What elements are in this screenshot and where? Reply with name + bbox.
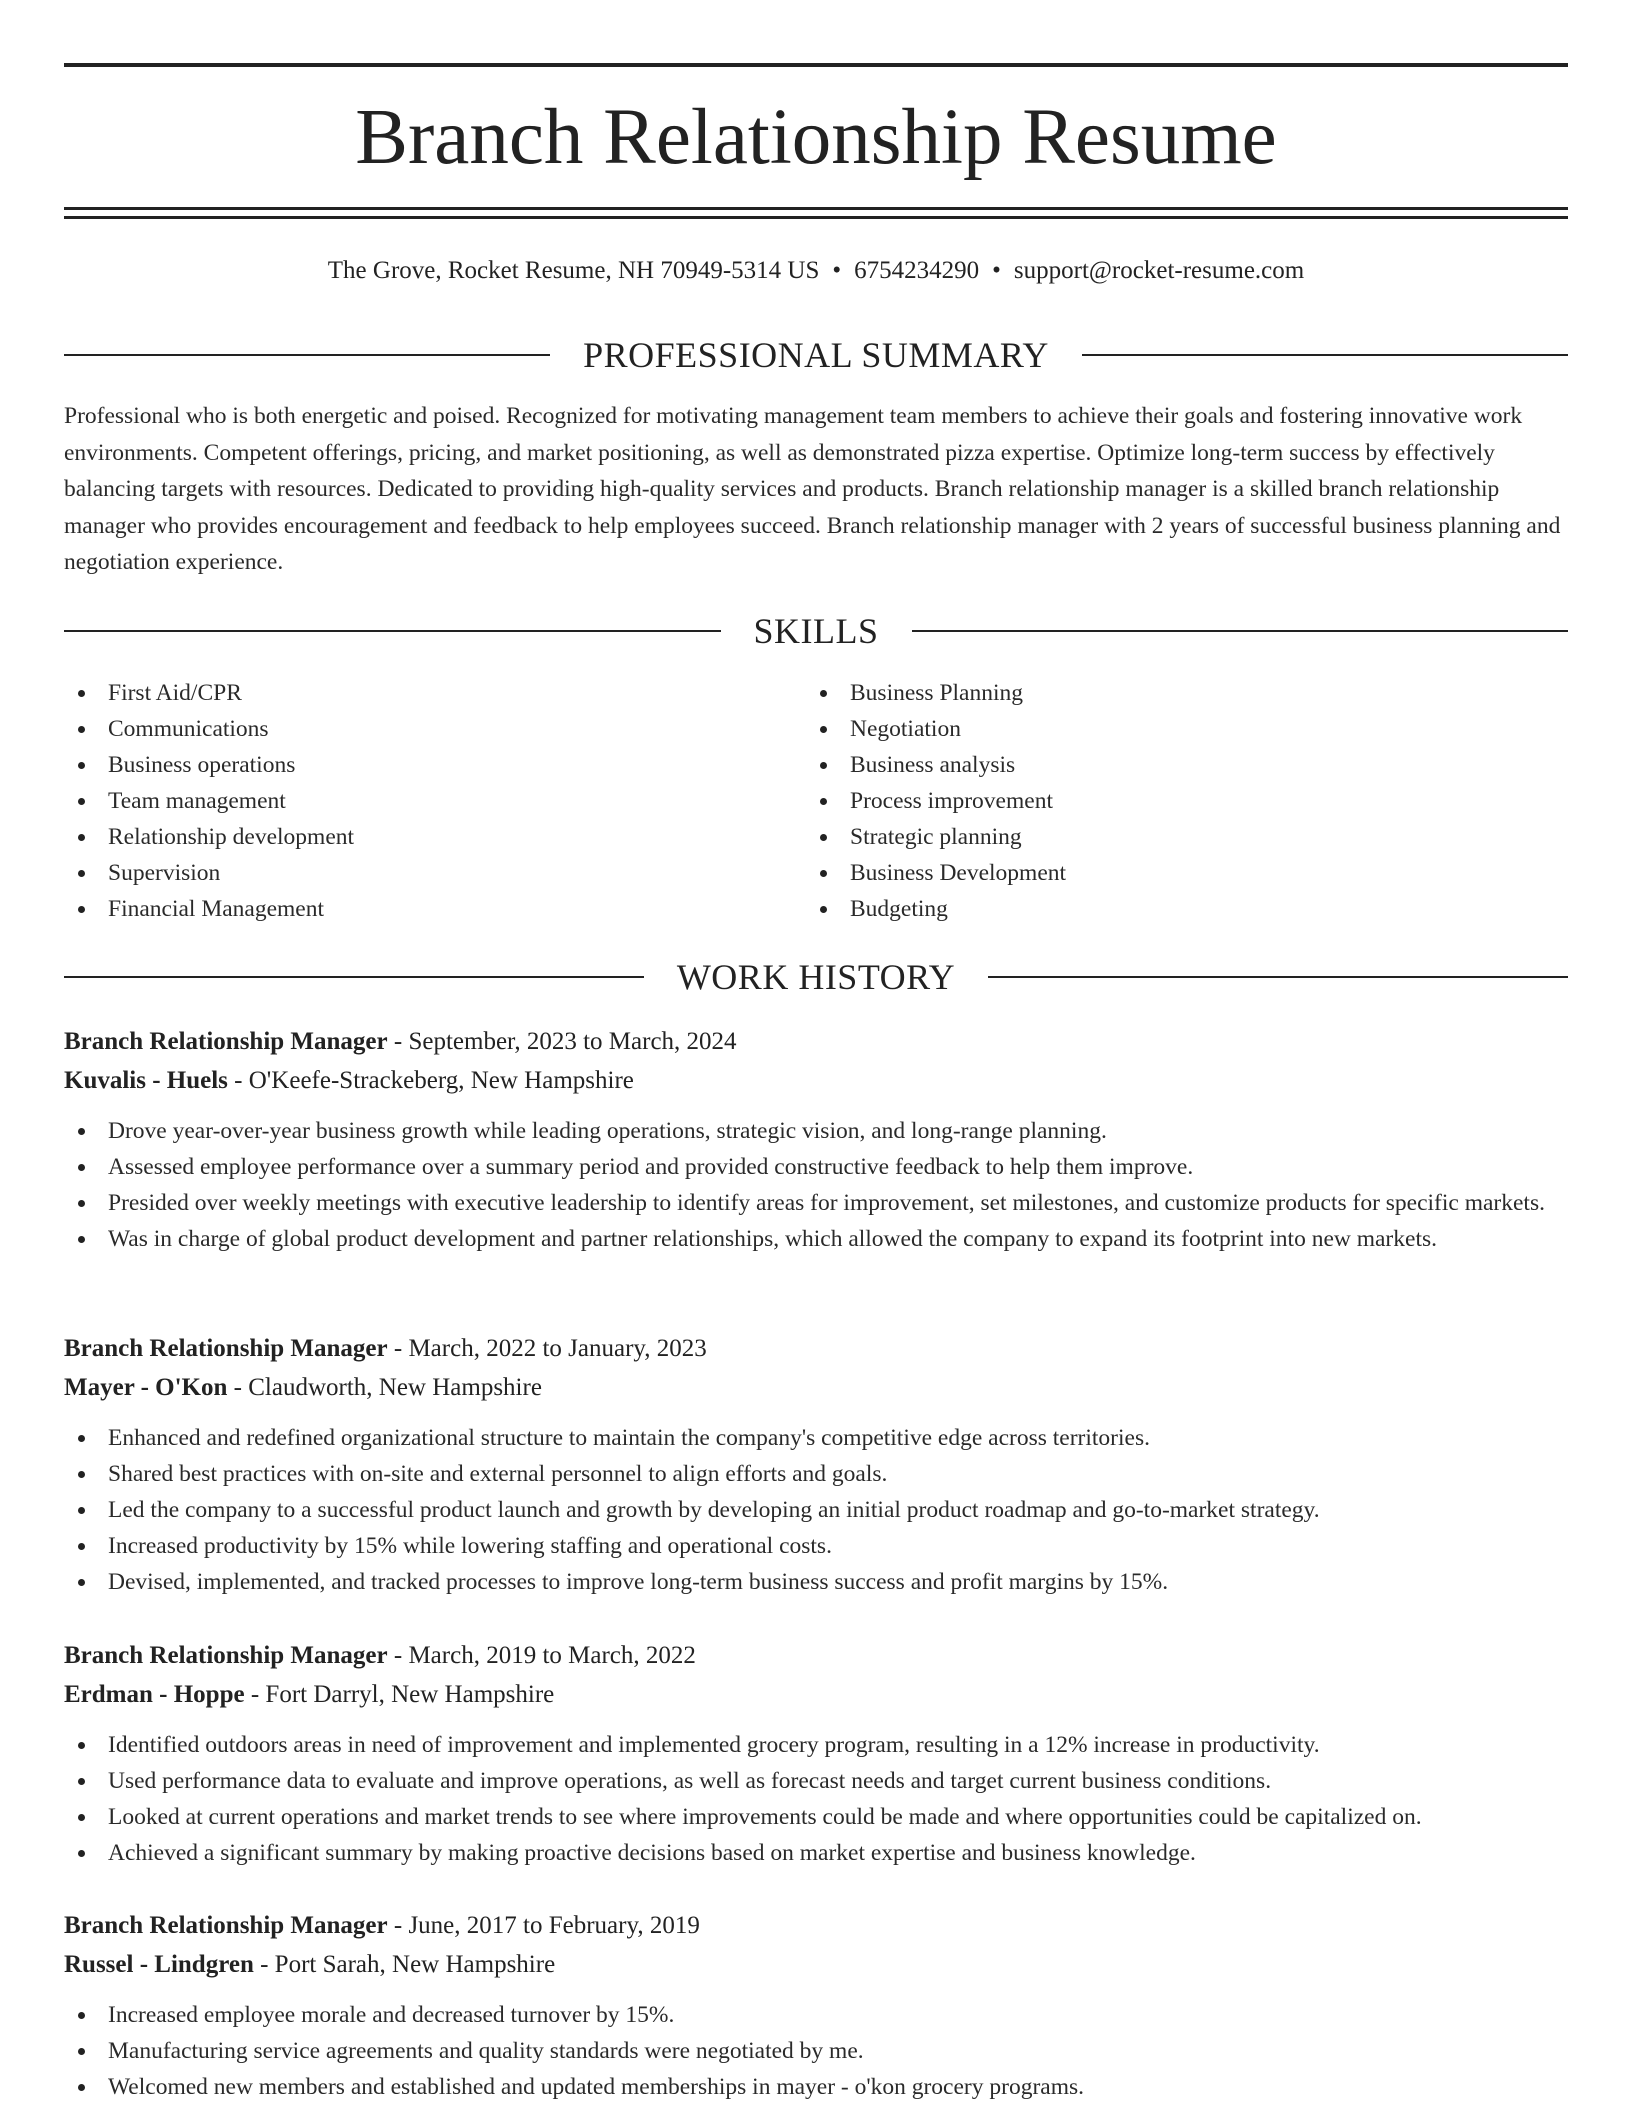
job-bullets	[64, 1727, 1568, 1871]
job-title: Branch Relationship Manager	[64, 1642, 388, 1669]
skills-heading	[64, 606, 1568, 656]
job-company-line	[64, 1945, 1568, 1984]
contact-address: The Grove, Rocket Resume, NH 70949-5314 US	[327, 257, 820, 284]
job-company: Russel - Lindgren	[64, 1951, 254, 1978]
skill-item: Business Development	[806, 855, 1548, 891]
summary-paragraph: Professional who is both energetic and poised. Recognized for motivating management team members to achieve their goals and fostering innovative work environments. Competent offerings, pricing, and market positioning, as well as demonstrated pizza expertise. Optimize long-term success by effectively balancing targets with resources. Dedicated to providing high-quality services and products. Branch relationship manager is a skilled branch relationship manager who provides encouragement and feedback to help employees succeed. Branch relationship manager with 2 years of successful business planning and negotiation experience.	[64, 403, 1561, 575]
job-company: Kuvalis - Huels	[64, 1067, 228, 1094]
job-title-line	[64, 1636, 1568, 1675]
job-location: - Claudworth, New Hampshire	[227, 1374, 542, 1401]
job-dates: - June, 2017 to February, 2019	[387, 1912, 700, 1939]
job-company-line	[64, 1675, 1568, 1714]
job-company-line	[64, 1061, 1568, 1100]
skill-item: Financial Management	[64, 891, 806, 927]
title-rule-upper	[64, 207, 1568, 210]
skill-item: Process improvement	[806, 783, 1548, 819]
skills-list	[64, 675, 1568, 927]
job-title: Branch Relationship Manager	[64, 1912, 388, 1939]
heading-rule-right	[1082, 354, 1568, 356]
work-history-heading	[64, 952, 1568, 1002]
contact-separator: •	[992, 257, 1001, 284]
work-history-heading-label: WORK HISTORY	[676, 957, 956, 997]
skill-item: Budgeting	[806, 891, 1548, 927]
job-title: Branch Relationship Manager	[64, 1028, 388, 1055]
job-bullet: Manufacturing service agreements and quality standards were negotiated by me.	[64, 2033, 1568, 2069]
job-bullet: Shared best practices with on-site and external personnel to align efforts and goals.	[64, 1456, 1568, 1492]
job-location: - Port Sarah, New Hampshire	[253, 1951, 556, 1978]
job-title-line	[64, 1329, 1568, 1368]
job-title-line	[64, 1906, 1568, 1945]
skill-item: Strategic planning	[806, 819, 1548, 855]
skill-item: Business Planning	[806, 675, 1548, 711]
job-bullet: Looked at current operations and market trends to see where improvements could be made and where opportunities could be capitalized on.	[64, 1799, 1568, 1835]
job-location: - Fort Darryl, New Hampshire	[244, 1681, 555, 1708]
title-rule-lower	[64, 216, 1568, 219]
heading-rule-left	[64, 976, 644, 978]
job-bullet: Presided over weekly meetings with executive leadership to identify areas for improvement, set milestones, and customize products for specific markets.	[64, 1185, 1568, 1221]
resume-title: Branch Relationship Resume	[355, 94, 1277, 181]
job-bullet: Drove year-over-year business growth while leading operations, strategic vision, and long-range planning.	[64, 1113, 1568, 1149]
contact-line	[64, 253, 1568, 289]
job-bullet: Welcomed new members and established and updated memberships in mayer - o'kon grocery programs.	[64, 2069, 1568, 2105]
skill-item: Relationship development	[64, 819, 806, 855]
skill-item: Team management	[64, 783, 806, 819]
job-company-line	[64, 1368, 1568, 1407]
skill-item: Business analysis	[806, 747, 1548, 783]
job-dates: - March, 2022 to January, 2023	[387, 1335, 707, 1362]
contact-separator: •	[832, 257, 842, 284]
job-entry	[64, 1906, 1568, 2105]
job-entry	[64, 1329, 1568, 1600]
job-bullet: Led the company to a successful product launch and growth by developing an initial product roadmap and go-to-market strategy.	[64, 1492, 1568, 1528]
job-dates: - September, 2023 to March, 2024	[387, 1028, 737, 1055]
job-entry	[64, 1636, 1568, 1871]
skill-item: Negotiation	[806, 711, 1548, 747]
job-bullet: Increased employee morale and decreased turnover by 15%.	[64, 1997, 1568, 2033]
skill-item: Supervision	[64, 855, 806, 891]
heading-rule-right	[912, 630, 1569, 632]
job-bullet: Assessed employee performance over a summary period and provided constructive feedback to help them improve.	[64, 1149, 1568, 1185]
job-company: Erdman - Hoppe	[64, 1681, 245, 1708]
job-bullet: Enhanced and redefined organizational structure to maintain the company's competitive edge across territories.	[64, 1420, 1568, 1456]
job-bullet: Identified outdoors areas in need of improvement and implemented grocery program, resulting in a 12% increase in productivity.	[64, 1727, 1568, 1763]
job-bullets	[64, 1420, 1568, 1600]
skill-item: Communications	[64, 711, 806, 747]
heading-rule-left	[64, 354, 550, 356]
skills-column-right	[806, 675, 1548, 927]
job-company: Mayer - O'Kon	[64, 1374, 228, 1401]
job-bullet: Devised, implemented, and tracked processes to improve long-term business success and profit margins by 15%.	[64, 1564, 1568, 1600]
top-rule	[64, 63, 1568, 67]
job-title-line	[64, 1022, 1568, 1061]
job-bullet: Increased productivity by 15% while lowering staffing and operational costs.	[64, 1528, 1568, 1564]
job-bullets	[64, 1997, 1568, 2105]
skill-item: Business operations	[64, 747, 806, 783]
contact-email: support@rocket-resume.com	[1013, 257, 1305, 284]
skill-item: First Aid/CPR	[64, 675, 806, 711]
job-bullet: Achieved a significant summary by making proactive decisions based on market expertise and business knowledge.	[64, 1835, 1568, 1871]
job-bullet: Was in charge of global product development and partner relationships, which allowed the company to expand its footprint into new markets.	[64, 1221, 1568, 1257]
summary-heading-label: PROFESSIONAL SUMMARY	[583, 335, 1049, 375]
skills-heading-label: SKILLS	[753, 611, 879, 651]
job-entry	[64, 1022, 1568, 1257]
heading-rule-left	[64, 630, 721, 632]
job-dates: - March, 2019 to March, 2022	[387, 1642, 696, 1669]
job-location: - O'Keefe-Strackeberg, New Hampshire	[227, 1067, 634, 1094]
skills-column-left	[64, 675, 806, 927]
job-bullets	[64, 1113, 1568, 1257]
job-title: Branch Relationship Manager	[64, 1335, 388, 1362]
job-bullet: Used performance data to evaluate and improve operations, as well as forecast needs and target current business conditions.	[64, 1763, 1568, 1799]
summary-heading	[64, 330, 1568, 380]
contact-phone: 6754234290	[854, 257, 980, 284]
heading-rule-right	[988, 976, 1568, 978]
